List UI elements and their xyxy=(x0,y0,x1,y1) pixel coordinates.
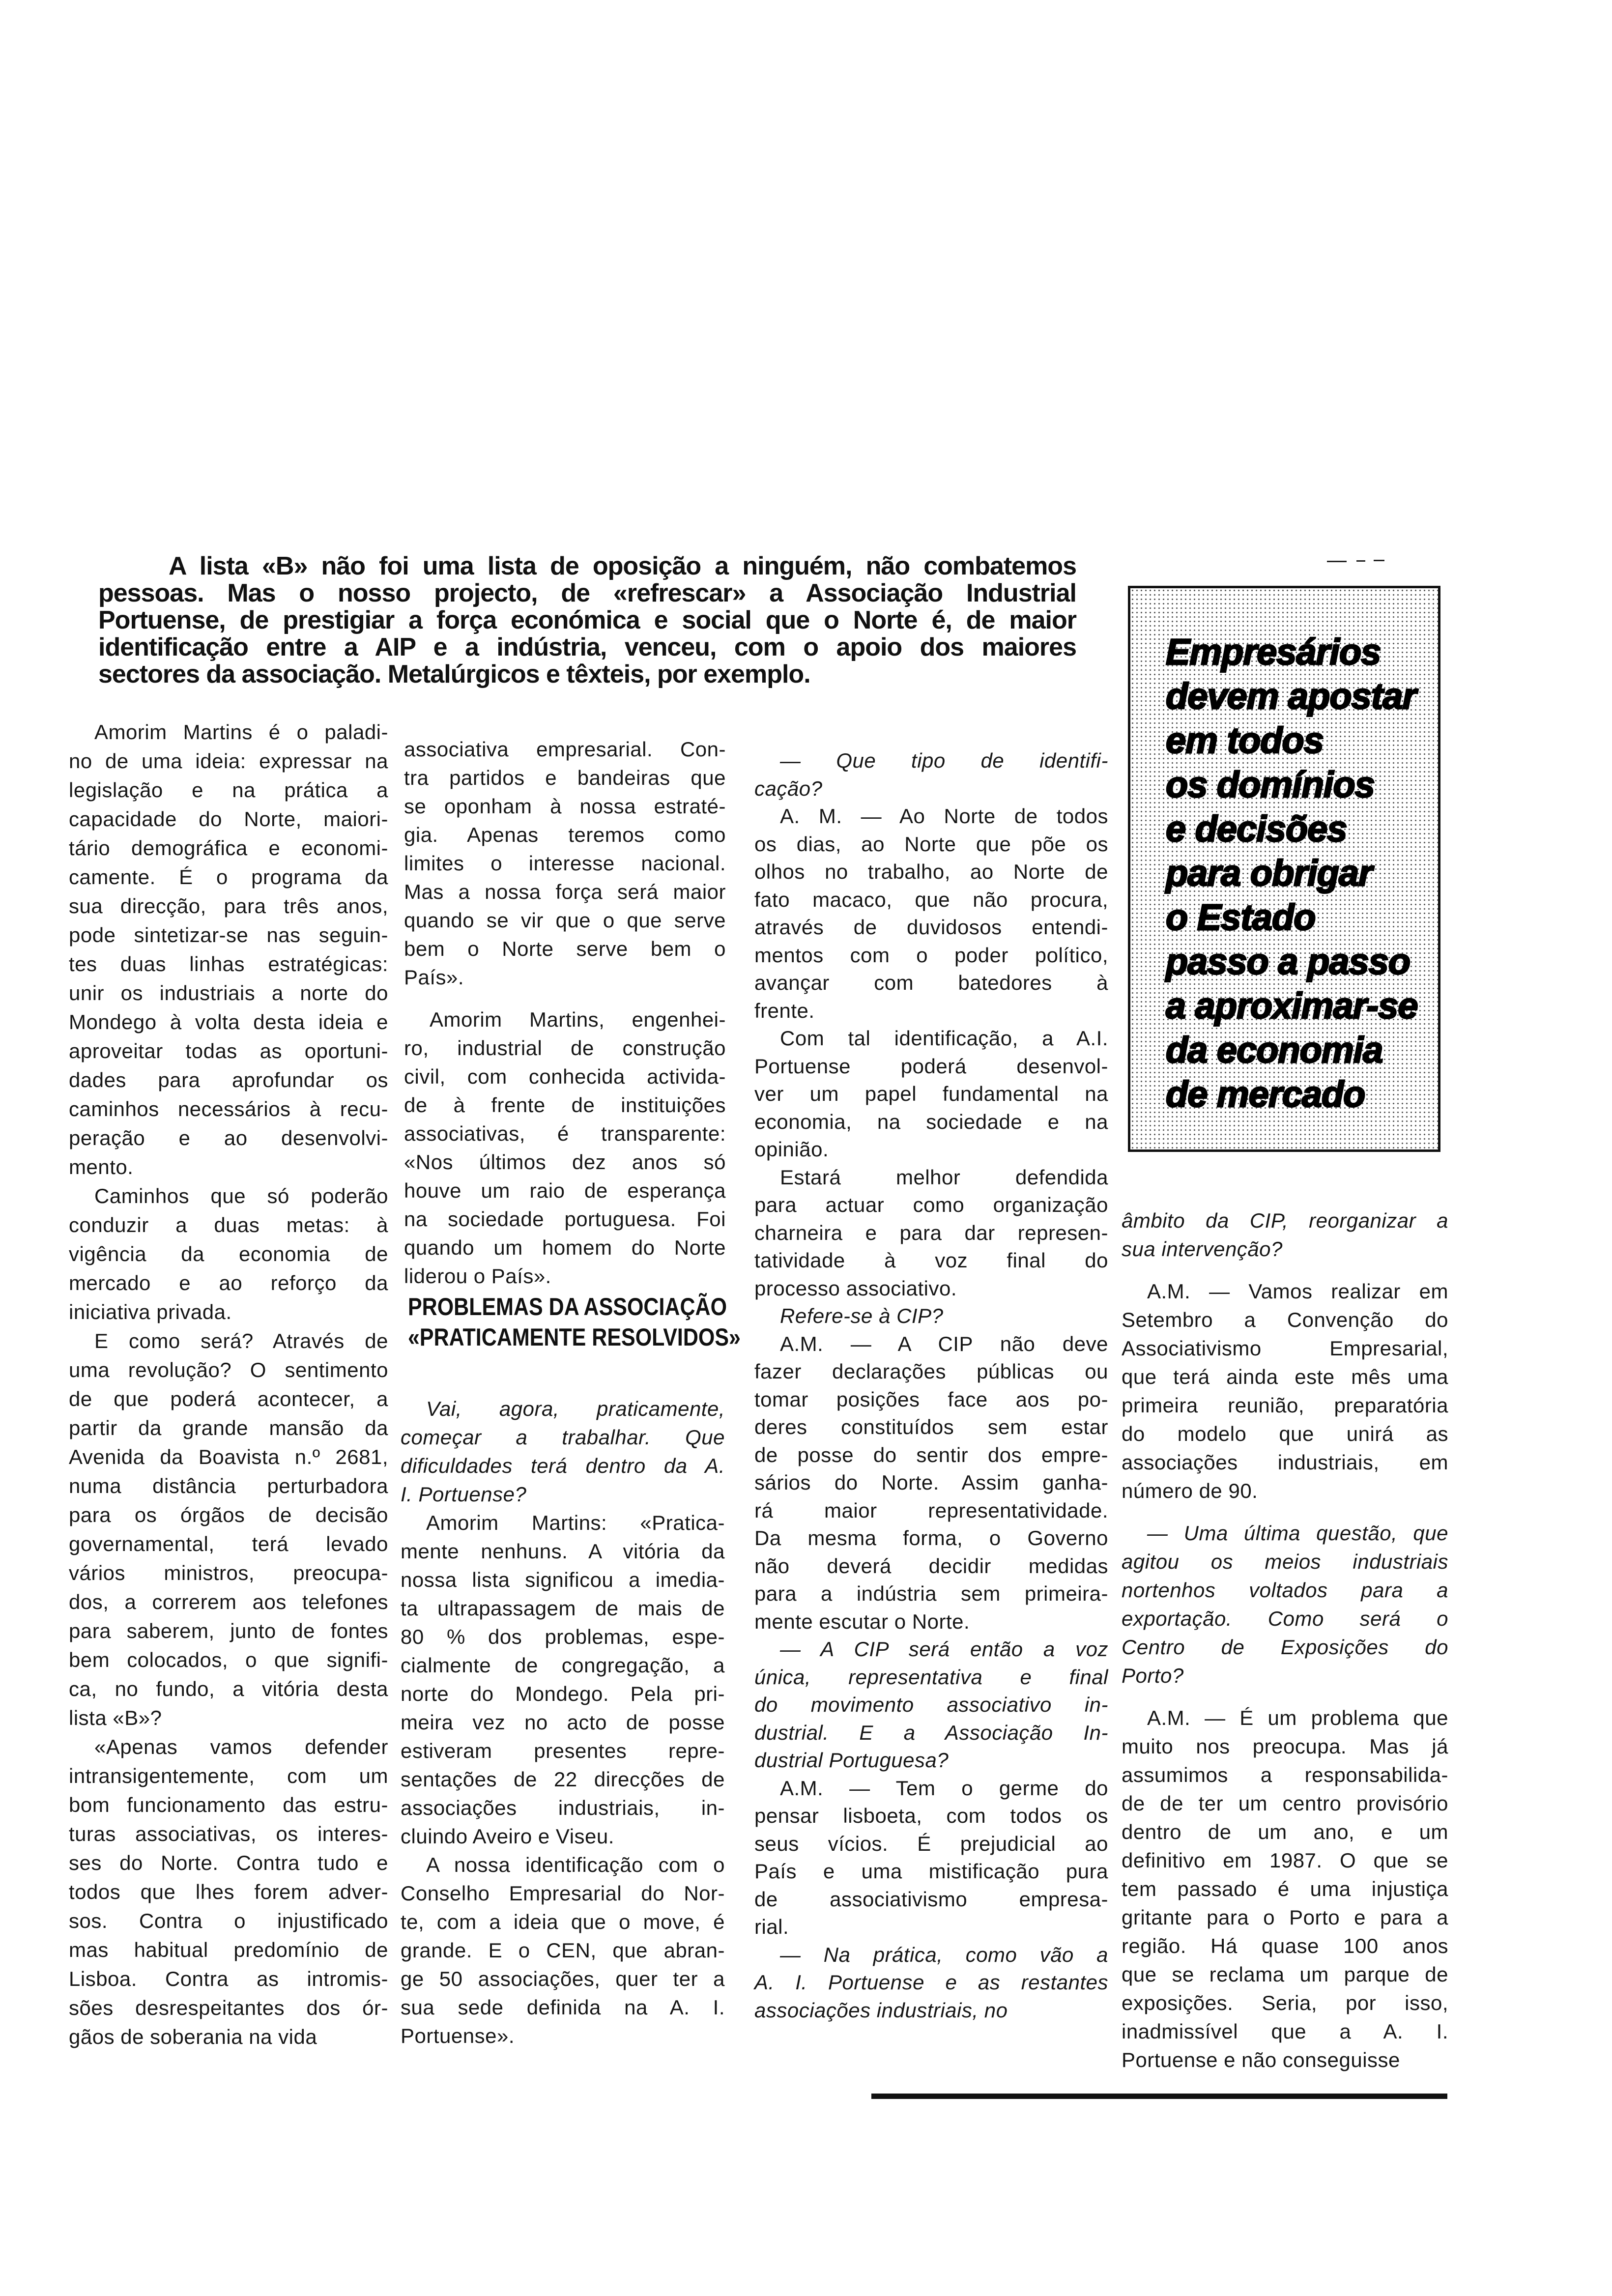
pull-quote-line: em todos xyxy=(1166,720,1324,761)
body-text-line: Portuense e não conseguisse xyxy=(1122,2048,1400,2071)
subheading-line: «PRATICAMENTE RESOLVIDOS» xyxy=(408,1323,741,1351)
question-line: — A CIP será então a voz xyxy=(780,1637,1108,1661)
body-text-line: houve um raio de esperança xyxy=(404,1179,726,1202)
body-text-line: pode sintetizar-se nas seguin- xyxy=(69,923,388,947)
body-text-line: liderou o País». xyxy=(404,1264,551,1288)
body-text-line: ge 50 associações, quer ter a xyxy=(401,1967,725,1990)
paragraph-gap xyxy=(1122,1505,1448,1519)
body-text-line: mente escutar o Norte. xyxy=(754,1609,970,1633)
body-text-line: para saberem, junto de fontes xyxy=(69,1619,388,1642)
question-line: Refere-se à CIP? xyxy=(780,1304,944,1327)
body-text-line: cluindo Aveiro e Viseu. xyxy=(401,1825,614,1848)
body-text-line: associativas, é transparente: xyxy=(404,1122,726,1145)
body-text-line: pensar lisboeta, com todos os xyxy=(754,1804,1108,1827)
body-text-line: ses do Norte. Contra tudo e xyxy=(69,1851,388,1874)
body-text-line: turas associativas, os interes- xyxy=(69,1822,388,1845)
question-line: do movimento associativo in- xyxy=(754,1693,1108,1716)
body-text-line: Mondego à volta desta ideia e xyxy=(69,1010,388,1033)
body-text-line: primeira reunião, preparatória xyxy=(1122,1394,1448,1417)
body-text-line: muito nos preocupa. Mas já xyxy=(1122,1735,1448,1758)
question-line: — Na prática, como vão a xyxy=(780,1943,1108,1966)
body-text-line: gia. Apenas teremos como xyxy=(404,823,726,846)
body-text-line: estiveram presentes repre- xyxy=(401,1739,725,1762)
body-text-line: aproveitar todas as oportuni- xyxy=(69,1039,388,1062)
body-text-line: rá maior representatividade. xyxy=(754,1498,1108,1522)
body-text-line: tem passado é uma injustiça xyxy=(1122,1877,1448,1900)
body-text-line: Lisboa. Contra as intromis- xyxy=(69,1967,388,1990)
question-line: A. I. Portuense e as restantes xyxy=(754,1971,1108,1994)
body-text-line: no de uma ideia: expressar na xyxy=(69,749,388,773)
body-text-line: dos, a correrem aos telefones xyxy=(69,1590,388,1613)
body-text-line: exposições. Seria, por isso, xyxy=(1122,1991,1448,2014)
lead-paragraph xyxy=(98,553,1076,688)
body-text-line: de de ter um centro provisório xyxy=(1122,1792,1448,1815)
pull-quote-line: para obrigar xyxy=(1166,853,1372,893)
scan-speck xyxy=(1356,560,1365,562)
pull-quote-line: o Estado xyxy=(1166,897,1316,938)
pull-quote-line: os domínios xyxy=(1166,764,1375,805)
body-text-line: norte do Mondego. Pela pri- xyxy=(401,1682,725,1705)
question-line: cação? xyxy=(754,776,823,800)
body-text-line: limites o interesse nacional. xyxy=(404,852,726,875)
body-text-line: Com tal identificação, a A.I. xyxy=(780,1027,1108,1050)
body-text-line: Caminhos que só poderão xyxy=(94,1184,388,1207)
body-text-line: dades para aprofundar os xyxy=(69,1068,388,1091)
body-text-line: associativa empresarial. Con- xyxy=(404,738,726,761)
body-text-line: Portuense». xyxy=(401,2024,515,2047)
body-text-line: sua sede definida na A. I. xyxy=(401,1996,725,2019)
body-text-line: região. Há quase 100 anos xyxy=(1122,1934,1448,1957)
body-text-line: não deverá decidir medidas xyxy=(754,1554,1108,1578)
question-line: associações industriais, no xyxy=(754,1998,1008,2022)
body-text-line: Associativismo Empresarial, xyxy=(1122,1337,1448,1360)
body-text-line: processo associativo. xyxy=(754,1276,957,1300)
body-text-line: «Apenas vamos defender xyxy=(94,1735,388,1758)
question-line: — Uma última questão, que xyxy=(1147,1521,1448,1545)
body-text-line: A nossa identificação com o xyxy=(426,1853,725,1876)
article-column-1 xyxy=(69,718,388,2051)
body-text-line: fato macaco, que não procura, xyxy=(754,888,1108,911)
body-text-line: avançar com batedores à xyxy=(754,971,1108,994)
body-text-line: número de 90. xyxy=(1122,1479,1258,1502)
body-text-line: opinião. xyxy=(754,1138,829,1161)
article-column-4 xyxy=(1122,1206,1448,2074)
body-text-line: A.M. — Vamos realizar em xyxy=(1147,1280,1448,1303)
body-text-line: vigência da economia de xyxy=(69,1242,388,1265)
body-text-line: os dias, ao Norte que põe os xyxy=(754,832,1108,856)
body-text-line: mentos com o poder político, xyxy=(754,943,1108,967)
body-text-line: Conselho Empresarial do Nor- xyxy=(401,1882,725,1905)
body-text-line: te, com a ideia que o move, é xyxy=(401,1910,725,1933)
body-text-line: mas habitual predomínio de xyxy=(69,1938,388,1961)
body-text-line: capacidade do Norte, maiori- xyxy=(69,807,388,831)
body-text-line: iniciativa privada. xyxy=(69,1300,232,1323)
body-text-line: quando se vir que o que serve xyxy=(404,909,726,932)
paragraph-gap xyxy=(1122,1690,1448,1704)
body-text-line: definitivo em 1987. O que se xyxy=(1122,1849,1448,1872)
question-line: dustrial Portuguesa? xyxy=(754,1749,949,1772)
body-text-line: conduzir a duas metas: à xyxy=(69,1213,388,1236)
body-text-line: peração e ao desenvolvi- xyxy=(69,1126,388,1149)
body-text-line: Avenida da Boavista n.º 2681, xyxy=(69,1445,388,1468)
body-text-line: para actuar como organização xyxy=(754,1193,1108,1216)
body-text-line: uma revolução? O sentimento xyxy=(69,1358,388,1381)
body-text-line: de associativismo empresa- xyxy=(754,1887,1108,1911)
body-text-line: vários ministros, preocupa- xyxy=(69,1561,388,1584)
body-text-line: quando um homem do Norte xyxy=(404,1236,726,1259)
body-text-line: gritante para o Porto e para a xyxy=(1122,1906,1448,1929)
body-text-line: «Nos últimos dez anos só xyxy=(404,1150,726,1174)
pull-quote-line: de mercado xyxy=(1166,1074,1365,1115)
body-text-line: Portuense poderá desenvol- xyxy=(754,1054,1108,1078)
article-column-3 xyxy=(754,747,1108,2024)
body-text-line: tomar posições face aos po- xyxy=(754,1387,1108,1411)
body-text-line: fazer declarações públicas ou xyxy=(754,1360,1108,1383)
body-text-line: seus vícios. É prejudicial ao xyxy=(754,1832,1108,1855)
body-text-line: ta ultrapassagem de mais de xyxy=(401,1597,725,1620)
body-text-line: mento. xyxy=(69,1155,134,1178)
body-text-line: nossa lista significou a imedia- xyxy=(401,1568,725,1591)
body-text-line: gãos de soberania na vida xyxy=(69,2025,317,2048)
question-line: nortenhos voltados para a xyxy=(1122,1578,1448,1602)
body-text-line: mente nenhuns. A vitória da xyxy=(401,1540,725,1563)
body-text-line: grande. E o CEN, que abran- xyxy=(401,1939,725,1962)
body-text-line: todos que lhes forem adver- xyxy=(69,1880,388,1903)
body-text-line: para os órgãos de decisão xyxy=(69,1503,388,1526)
subheading-line: PROBLEMAS DA ASSOCIAÇÃO xyxy=(408,1293,727,1320)
body-text-line: rial. xyxy=(754,1915,789,1938)
scan-speck xyxy=(1327,561,1347,562)
body-text-line: Amorim Martins é o paladi- xyxy=(94,720,388,744)
body-text-line: País e uma mistificação pura xyxy=(754,1860,1108,1883)
body-text-line: inadmissível que a A. I. xyxy=(1122,2020,1448,2043)
question-line: exportação. Como será o xyxy=(1122,1607,1448,1630)
body-text-line: A.M. — É um problema que xyxy=(1147,1706,1448,1729)
body-text-line: A.M. — Tem o germe do xyxy=(780,1776,1108,1800)
body-text-line: se oponham à nossa estraté- xyxy=(404,795,726,818)
body-text-line: tes duas linhas estratégicas: xyxy=(69,952,388,976)
question-line: dificuldades terá dentro da A. xyxy=(401,1454,725,1477)
body-text-line: sentações de 22 direcções de xyxy=(401,1768,725,1791)
body-text-line: A. M. — Ao Norte de todos xyxy=(780,804,1108,828)
body-text-line: ro, industrial de construção xyxy=(404,1036,726,1060)
body-text-line: que se reclama um parque de xyxy=(1122,1963,1448,1986)
body-text-line: charneira e para dar represen- xyxy=(754,1221,1108,1244)
body-text-line: que terá ainda este mês uma xyxy=(1122,1365,1448,1388)
question-line: I. Portuense? xyxy=(401,1483,527,1506)
question-line: âmbito da CIP, reorganizar a xyxy=(1122,1209,1448,1232)
lead-line: Portuense, de prestigiar a força económica e social que o Norte é, de maior xyxy=(98,606,1076,634)
body-text-line: assumimos a responsabilida- xyxy=(1122,1763,1448,1786)
body-text-line: do modelo que unirá as xyxy=(1122,1422,1448,1445)
paragraph-gap xyxy=(1122,1263,1448,1277)
pull-quote-line: a aproximar-se xyxy=(1166,985,1418,1026)
bottom-rule-divider xyxy=(871,2094,1447,2099)
question-line: Centro de Exposições do xyxy=(1122,1636,1448,1659)
body-text-line: partir da grande mansão da xyxy=(69,1416,388,1439)
lead-line: identificação entre a AIP e a indústria, venceu, com o apoio dos maiores xyxy=(98,633,1076,661)
lead-line: sectores da associação. Metalúrgicos e têxteis, por exemplo. xyxy=(98,660,810,689)
body-text-line: lista «B»? xyxy=(69,1706,162,1729)
pull-quote-text xyxy=(1166,630,1418,1117)
body-text-line: legislação e na prática a xyxy=(69,778,388,802)
question-line: começar a trabalhar. Que xyxy=(401,1426,725,1449)
question-line: Vai, agora, praticamente, xyxy=(426,1397,725,1420)
body-text-line: caminhos necessários à recu- xyxy=(69,1097,388,1120)
body-text-line: sários do Norte. Assim ganha- xyxy=(754,1471,1108,1494)
body-text-line: tário demográfica e economi- xyxy=(69,836,388,860)
body-text-line: sões desrespeitantes dos ór- xyxy=(69,1996,388,2019)
body-text-line: associações industriais, in- xyxy=(401,1796,725,1819)
body-text-line: governamental, terá levado xyxy=(69,1532,388,1555)
body-text-line: bom funcionamento das estru- xyxy=(69,1793,388,1816)
pull-quote-line: e decisões xyxy=(1166,808,1347,849)
body-text-line: meira vez no acto de posse xyxy=(401,1711,725,1734)
body-text-line: mercado e ao reforço da xyxy=(69,1271,388,1294)
body-text-line: civil, com conhecida activida- xyxy=(404,1065,726,1088)
body-text-line: Setembro a Convenção do xyxy=(1122,1308,1448,1331)
body-text-line: deres constituídos sem estar xyxy=(754,1415,1108,1438)
pull-quote-box xyxy=(1128,586,1440,1152)
body-text-line: 80 % dos problemas, espe- xyxy=(401,1625,725,1648)
pull-quote-line: devem apostar xyxy=(1166,676,1416,717)
body-text-line: E como será? Através de xyxy=(94,1329,388,1352)
lead-line: pessoas. Mas o nosso projecto, de «refrescar» a Associação Industrial xyxy=(98,579,1076,607)
body-text-line: Da mesma forma, o Governo xyxy=(754,1526,1108,1550)
body-text-line: cialmente de congregação, a xyxy=(401,1654,725,1677)
body-text-line: ca, no fundo, a vitória desta xyxy=(69,1677,388,1700)
pull-quote-line: da economia xyxy=(1166,1030,1383,1070)
question-line: Porto? xyxy=(1122,1664,1184,1687)
body-text-line: sos. Contra o injustificado xyxy=(69,1909,388,1932)
body-text-line: olhos no trabalho, ao Norte de xyxy=(754,860,1108,883)
body-text-line: bem colocados, o que signifi- xyxy=(69,1648,388,1671)
body-text-line: A.M. — A CIP não deve xyxy=(780,1332,1108,1355)
body-text-line: de à frente de instituições xyxy=(404,1093,726,1117)
paragraph-gap xyxy=(404,992,726,1005)
body-text-line: frente. xyxy=(754,999,815,1022)
body-text-line: bem o Norte serve bem o xyxy=(404,937,726,960)
body-text-line: tatividade à voz final do xyxy=(754,1249,1108,1272)
body-text-line: camente. É o programa da xyxy=(69,865,388,889)
body-text-line: Amorim Martins, engenhei- xyxy=(430,1008,726,1031)
body-text-line: para a indústria sem primeira- xyxy=(754,1582,1108,1605)
body-text-line: dentro de um ano, e um xyxy=(1122,1820,1448,1843)
section-subheading xyxy=(408,1292,741,1352)
question-line: única, representativa e final xyxy=(754,1665,1108,1689)
body-text-line: Amorim Martins: «Pratica- xyxy=(426,1511,725,1534)
body-text-line: sua direcção, para três anos, xyxy=(69,894,388,918)
body-text-line: País». xyxy=(404,966,464,989)
scan-speck xyxy=(1374,560,1384,561)
question-line: dustrial. E a Associação In- xyxy=(754,1721,1108,1744)
body-text-line: de posse do sentir dos empre- xyxy=(754,1443,1108,1466)
article-column-2-top xyxy=(404,735,726,1291)
question-line: — Que tipo de identifi- xyxy=(780,749,1108,772)
body-text-line: intransigentemente, com um xyxy=(69,1764,388,1787)
question-line: agitou os meios industriais xyxy=(1122,1550,1448,1573)
body-text-line: tra partidos e bandeiras que xyxy=(404,766,726,789)
pull-quote-line: passo a passo xyxy=(1166,941,1410,982)
body-text-line: numa distância perturbadora xyxy=(69,1474,388,1497)
lead-line: A lista «B» não foi uma lista de oposição a ninguém, não combatemos xyxy=(169,552,1076,580)
body-text-line: ver um papel fundamental na xyxy=(754,1082,1108,1105)
body-text-line: Mas a nossa força será maior xyxy=(404,880,726,903)
pull-quote-line: Empresários xyxy=(1166,631,1381,672)
article-column-2-bottom xyxy=(401,1395,725,2050)
body-text-line: de que poderá acontecer, a xyxy=(69,1387,388,1410)
body-text-line: Estará melhor defendida xyxy=(780,1165,1108,1189)
body-text-line: economia, na sociedade e na xyxy=(754,1110,1108,1133)
body-text-line: na sociedade portuguesa. Foi xyxy=(404,1207,726,1231)
body-text-line: unir os industriais a norte do xyxy=(69,981,388,1004)
body-text-line: através de duvidosos entendi- xyxy=(754,916,1108,939)
question-line: sua intervenção? xyxy=(1122,1237,1283,1261)
body-text-line: associações industriais, em xyxy=(1122,1451,1448,1474)
